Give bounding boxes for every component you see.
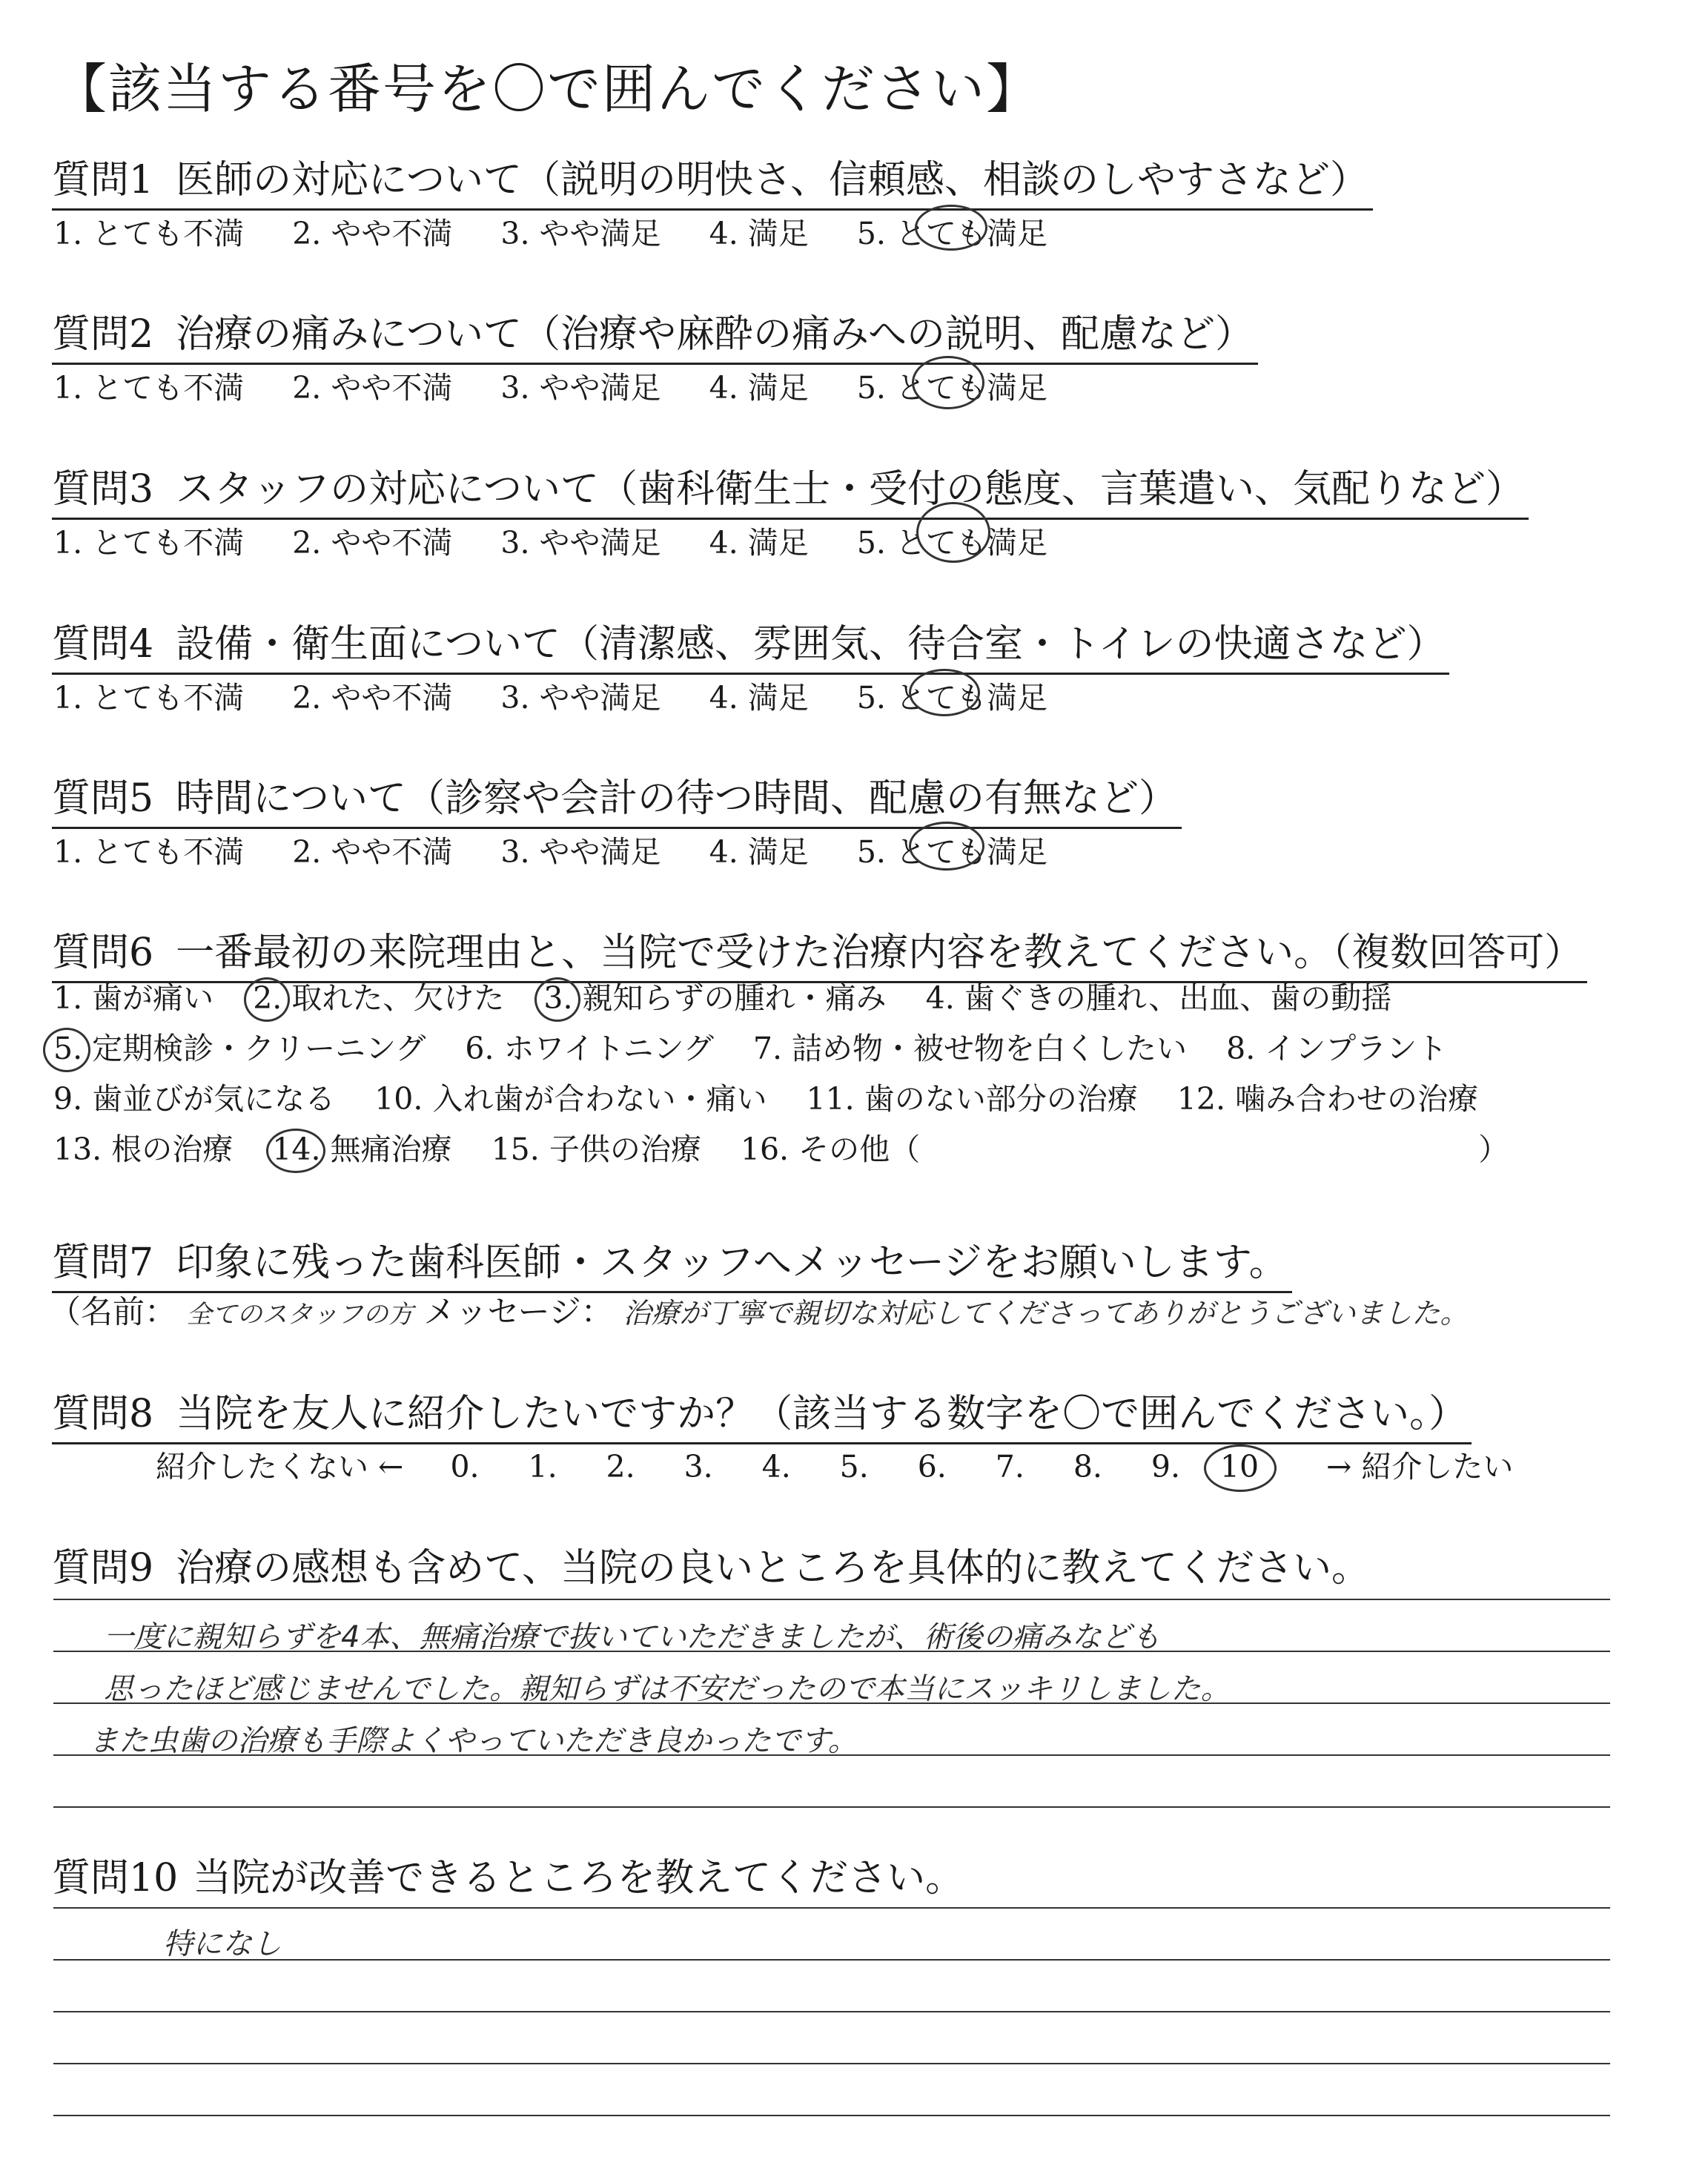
choice-3[interactable]: 3. やや満足 <box>500 216 661 251</box>
choice-label: 5. とても満足 <box>856 216 1047 251</box>
option-11[interactable]: 11. 歯のない部分の治療 <box>806 1081 1138 1117</box>
choice-1[interactable]: 1. とても不満 <box>53 680 245 716</box>
rating-choices-q1 <box>53 209 1086 253</box>
question-1 <box>52 148 1373 211</box>
choice-4[interactable]: 4. 満足 <box>709 525 809 561</box>
option-9[interactable]: 9. 歯並びが気になる <box>53 1081 336 1117</box>
q7-answer-row <box>49 1287 1468 1332</box>
q9-answer-line-2[interactable]: 思ったほど感じませんでした。親知らずは不安だったので本当にスッキリしました。 <box>104 1672 1231 1706</box>
q6-row <box>53 1023 1538 1074</box>
answer-line <box>53 2063 1610 2064</box>
question-8 <box>52 1382 1472 1444</box>
q6-options <box>53 973 1538 1175</box>
selection-circle-icon <box>909 822 984 871</box>
question-label: 質問3 <box>52 467 154 512</box>
choice-2[interactable]: 2. やや不満 <box>292 370 453 406</box>
q6-row <box>53 1074 1538 1124</box>
option-13[interactable]: 13. 根の治療 <box>53 1132 234 1167</box>
option-16-close: ） <box>1478 1132 1509 1167</box>
question-4 <box>52 612 1449 675</box>
question-label: 質問2 <box>52 312 154 357</box>
question-label: 質問1 <box>52 158 154 202</box>
question-text: 当院を友人に紹介したいですか？（該当する数字を〇で囲んでください。） <box>176 1392 1468 1436</box>
question-label: 質問6 <box>52 931 154 975</box>
choice-2[interactable]: 2. やや不満 <box>292 216 453 251</box>
choice-2[interactable]: 2. やや不満 <box>292 834 453 870</box>
question-5 <box>52 767 1182 829</box>
question-2 <box>52 303 1258 365</box>
option-15[interactable]: 15. 子供の治療 <box>491 1132 701 1167</box>
selection-circle-icon <box>244 977 290 1022</box>
option-3-selected[interactable] <box>543 973 886 1023</box>
selection-circle-icon <box>534 977 580 1022</box>
answer-line <box>53 2115 1610 2116</box>
question-label: 質問10 <box>52 1856 179 1900</box>
choice-1[interactable]: 1. とても不満 <box>53 216 245 251</box>
selection-circle-icon <box>912 356 984 409</box>
question-text: 当院が改善できるところを教えてください。 <box>193 1856 964 1900</box>
option-10[interactable]: 10. 入れ歯が合わない・痛い <box>374 1081 767 1117</box>
option-label: 5. 定期検診・クリーニング <box>53 1031 426 1066</box>
choice-label: 5. とても満足 <box>856 680 1047 716</box>
option-16[interactable]: 16. その他（ <box>740 1132 921 1167</box>
rating-choices-q3 <box>53 518 1086 562</box>
choice-label: 5. とても満足 <box>856 834 1047 870</box>
answer-line <box>53 1599 1610 1600</box>
choice-2[interactable]: 2. やや不満 <box>292 525 453 561</box>
scale-8[interactable]: 8. <box>1073 1449 1102 1484</box>
q8-scale <box>156 1442 1513 1486</box>
q9-answer-line-3[interactable]: また虫歯の治療も手際よくやっていただき良かったです。 <box>89 1724 858 1758</box>
scale-7[interactable]: 7. <box>995 1449 1025 1484</box>
question-text: 一番最初の来院理由と、当院で受けた治療内容を教えてください。（複数回答可） <box>176 931 1583 975</box>
choice-3[interactable]: 3. やや満足 <box>500 525 661 561</box>
answer-line <box>53 1806 1610 1808</box>
choice-1[interactable]: 1. とても不満 <box>53 525 245 561</box>
scale-left-label: 紹介したくない ← <box>156 1449 404 1484</box>
question-text: 設備・衛生面について（清潔感、雰囲気、待合室・トイレの快適さなど） <box>176 622 1446 667</box>
question-text: 印象に残った歯科医師・スタッフへメッセージをお願いします。 <box>176 1241 1288 1285</box>
question-label: 質問4 <box>52 622 154 667</box>
message-label: メッセージ： <box>423 1294 613 1331</box>
rating-choices-q2 <box>53 363 1086 407</box>
choice-1[interactable]: 1. とても不満 <box>53 370 245 406</box>
scale-4[interactable]: 4. <box>761 1449 791 1484</box>
question-text: 治療の痛みについて（治療や麻酔の痛みへの説明、配慮など） <box>176 312 1254 357</box>
choice-1[interactable]: 1. とても不満 <box>53 834 245 870</box>
scale-1[interactable]: 1. <box>528 1449 557 1484</box>
question-7 <box>52 1231 1292 1293</box>
scale-6[interactable]: 6. <box>917 1449 947 1484</box>
answer-line <box>53 1907 1610 1909</box>
selection-circle-icon <box>915 205 987 251</box>
q10-answer[interactable]: 特になし <box>163 1927 282 1961</box>
option-1[interactable]: 1. 歯が痛い <box>53 980 214 1016</box>
question-text: スタッフの対応について（歯科衛生士・受付の態度、言葉遣い、気配りなど） <box>176 467 1525 512</box>
option-label: 2. 取れた、欠けた <box>253 980 505 1016</box>
choice-3[interactable]: 3. やや満足 <box>500 680 661 716</box>
scale-10-selected[interactable] <box>1220 1449 1302 1484</box>
question-text: 治療の感想も含めて、当院の良いところを具体的に教えてください。 <box>176 1546 1371 1591</box>
choice-4[interactable]: 4. 満足 <box>709 216 809 251</box>
option-5-selected[interactable] <box>53 1023 426 1074</box>
name-value[interactable]: 全てのスタッフの方 <box>186 1300 414 1330</box>
question-label: 質問9 <box>52 1546 154 1591</box>
scale-2[interactable]: 2. <box>606 1449 635 1484</box>
q9-answer-line-1[interactable]: 一度に親知らずを4本、無痛治療で抜いていただきましたが、術後の痛みなども <box>104 1620 1161 1654</box>
question-label: 質問7 <box>52 1241 154 1285</box>
choice-5-selected[interactable] <box>857 828 1047 871</box>
name-label: （名前： <box>49 1294 176 1331</box>
option-12[interactable]: 12. 噛み合わせの治療 <box>1176 1081 1479 1117</box>
choice-5-selected[interactable] <box>857 363 1047 407</box>
question-9 <box>52 1536 1370 1592</box>
option-label: 3. 親知らずの腫れ・痛み <box>543 980 887 1016</box>
answer-line <box>53 2011 1610 2012</box>
choice-4[interactable]: 4. 満足 <box>709 680 809 716</box>
question-3 <box>52 458 1529 520</box>
selection-circle-icon <box>1204 1444 1277 1492</box>
scale-9[interactable]: 9. <box>1151 1449 1180 1484</box>
option-7[interactable]: 7. 詰め物・被せ物を白くしたい <box>752 1031 1188 1066</box>
choice-5-selected[interactable] <box>857 673 1047 717</box>
option-8[interactable]: 8. インプラント <box>1226 1031 1448 1066</box>
selection-circle-icon <box>916 502 990 563</box>
choice-4[interactable]: 4. 満足 <box>709 834 809 870</box>
choice-label: 5. とても満足 <box>856 370 1047 406</box>
selection-circle-icon <box>266 1129 325 1173</box>
question-label: 質問8 <box>52 1392 154 1436</box>
question-text: 時間について（診察や会計の待つ時間、配慮の有無など） <box>176 776 1178 821</box>
scale-0[interactable]: 0. <box>450 1449 480 1484</box>
rating-choices-q4 <box>53 673 1086 717</box>
choice-2[interactable]: 2. やや不満 <box>292 680 453 716</box>
option-6[interactable]: 6. ホワイトニング <box>465 1031 714 1066</box>
option-4[interactable]: 4. 歯ぐきの腫れ、出血、歯の動揺 <box>925 980 1392 1016</box>
choice-3[interactable]: 3. やや満足 <box>500 370 661 406</box>
choice-label: 5. とても満足 <box>856 525 1047 561</box>
option-label: 14. 無痛治療 <box>272 1132 452 1167</box>
question-label: 質問5 <box>52 776 154 821</box>
page-title: 【該当する番号を〇で囲んでください】 <box>53 58 1042 120</box>
scale-3[interactable]: 3. <box>683 1449 713 1484</box>
q6-row <box>53 973 1538 1023</box>
answer-line <box>53 1959 1610 1961</box>
question-text: 医師の対応について（説明の明快さ、信頼感、相談のしやすさなど） <box>176 158 1368 202</box>
choice-5-selected[interactable] <box>857 209 1047 253</box>
message-value[interactable]: 治療が丁寧で親切な対応してくださってありがとうございました。 <box>623 1297 1469 1330</box>
option-2-selected[interactable] <box>253 973 504 1023</box>
option-14-selected[interactable] <box>272 1124 451 1175</box>
selection-circle-icon <box>909 669 980 716</box>
scale-right-label: → 紹介したい <box>1325 1449 1514 1484</box>
q6-row <box>53 1124 1538 1175</box>
scale-label: 10 <box>1219 1449 1260 1484</box>
choice-3[interactable]: 3. やや満足 <box>500 834 661 870</box>
scale-5[interactable]: 5. <box>839 1449 869 1484</box>
choice-4[interactable]: 4. 満足 <box>709 370 809 406</box>
selection-circle-icon <box>43 1028 90 1072</box>
choice-5-selected[interactable] <box>857 518 1047 562</box>
question-10 <box>52 1846 964 1902</box>
rating-choices-q5 <box>53 828 1086 871</box>
